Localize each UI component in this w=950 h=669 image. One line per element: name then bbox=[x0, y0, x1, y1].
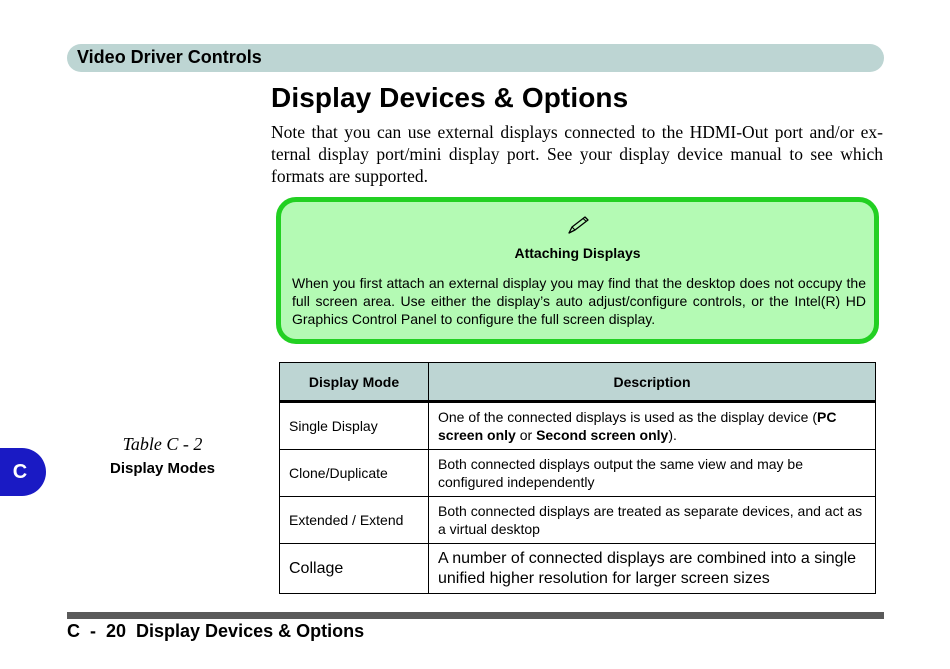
note-box bbox=[276, 197, 879, 344]
description-text: ). bbox=[668, 427, 677, 443]
header-display-mode: Display Mode bbox=[280, 363, 429, 402]
description-cell: A number of connected displays are combined into a single unified higher resolution for larger screen sizes bbox=[429, 544, 876, 594]
table-row bbox=[280, 450, 876, 497]
footer-page-label: C - 20 Display Devices & Options bbox=[67, 621, 365, 641]
section-header-title: Video Driver Controls bbox=[77, 47, 262, 67]
intro-paragraph: Note that you can use external displays connected to the HDMI-Out port and/or ex-ternal display port/mini display port. See your display device manual to see which formats are supported. bbox=[271, 122, 883, 186]
chapter-tab: C bbox=[0, 448, 46, 496]
description-bold-text: PC screen only bbox=[438, 409, 837, 443]
table-row bbox=[280, 544, 876, 594]
pencil-icon bbox=[281, 214, 874, 236]
display-modes-table bbox=[279, 362, 876, 594]
description-text: One of the connected displays is used as the display device ( bbox=[438, 409, 817, 425]
mode-cell: Clone/Duplicate bbox=[280, 450, 429, 497]
description-cell: Both connected displays output the same view and may be configured independently bbox=[429, 450, 876, 497]
table-row bbox=[280, 402, 876, 450]
mode-cell: Collage bbox=[280, 544, 429, 594]
note-title: Attaching Displays bbox=[514, 245, 641, 261]
description-text: or bbox=[515, 427, 537, 443]
mode-cell: Extended / Extend bbox=[280, 497, 429, 544]
page-title: Display Devices & Options bbox=[271, 82, 629, 113]
description-cell bbox=[429, 402, 876, 450]
note-body: When you first attach an external display you may find that the desktop does not occupy the full screen area. Use either the display’s auto adjust/configure controls, or the Intel(R) HD Graphics Control Panel to configure the full screen display. bbox=[292, 275, 866, 327]
mode-cell: Single Display bbox=[280, 402, 429, 450]
table-row bbox=[280, 497, 876, 544]
section-header-bar bbox=[67, 44, 884, 72]
table-header-row bbox=[280, 363, 876, 402]
description-bold-text: Second screen only bbox=[536, 427, 669, 443]
table-caption-number: Table C - 2 bbox=[122, 434, 203, 454]
footer-rule bbox=[67, 612, 884, 619]
header-description: Description bbox=[429, 363, 876, 402]
description-cell: Both connected displays are treated as separate devices, and act as a virtual desktop bbox=[429, 497, 876, 544]
table-caption-title: Display Modes bbox=[109, 460, 216, 477]
